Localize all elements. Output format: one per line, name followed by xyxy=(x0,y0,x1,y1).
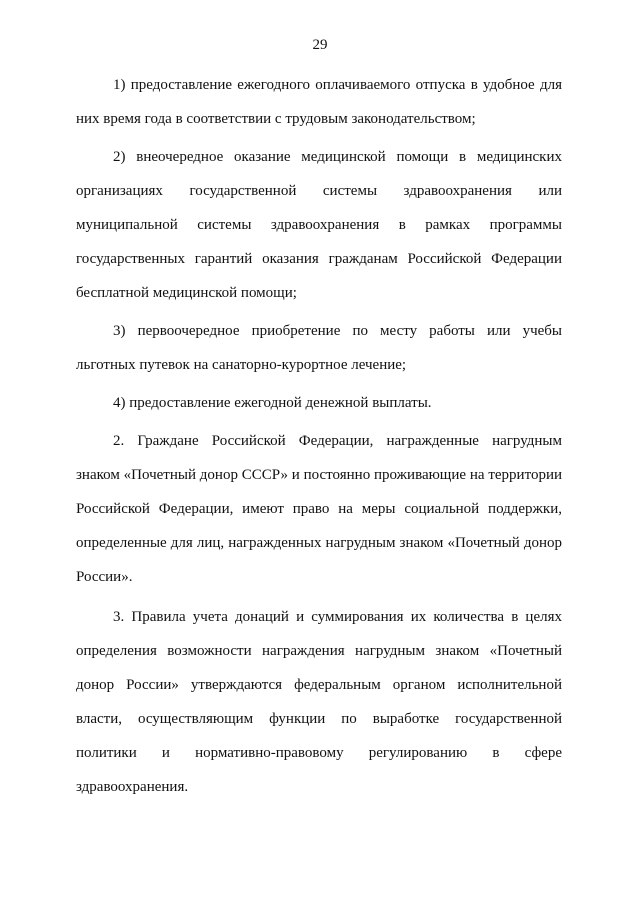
paragraph-item-1: 1) предоставление ежегодного оплачиваемого отпуска в удобное для них время года в соответствии с трудовым законодательством; xyxy=(76,77,562,127)
page-number: 29 xyxy=(312,37,328,53)
paragraph-section-3: 3. Правила учета донаций и суммирования их количества в целях определения возможности награждения нагрудным знаком «Почетный донор России» утверждаются федеральным органом исполнительной власти, осуществляющим функции по выработке государственной политики и нормативно-правовому регулированию в сфере здравоохранения. xyxy=(76,609,562,795)
document-body xyxy=(76,68,562,804)
paragraph-section-2: 2. Граждане Российской Федерации, награжденные нагрудным знаком «Почетный донор СССР» и постоянно проживающие на территории Российской Федерации, имеют право на меры социальной поддержки, определенные для лиц, награжденных нагрудным знаком «Почетный донор России». xyxy=(76,433,562,585)
paragraph-item-3: 3) первоочередное приобретение по месту работы или учебы льготных путевок на санаторно-курортное лечение; xyxy=(76,323,562,373)
paragraph-item-4: 4) предоставление ежегодной денежной выплаты. xyxy=(113,395,432,411)
paragraph-item-2: 2) внеочередное оказание медицинской помощи в медицинских организациях государственной системы здравоохранения или муниципальной системы здравоохранения в рамках программы государственных гарантий оказания гражданам Российской Федерации бесплатной медицинской помощи; xyxy=(76,149,562,301)
